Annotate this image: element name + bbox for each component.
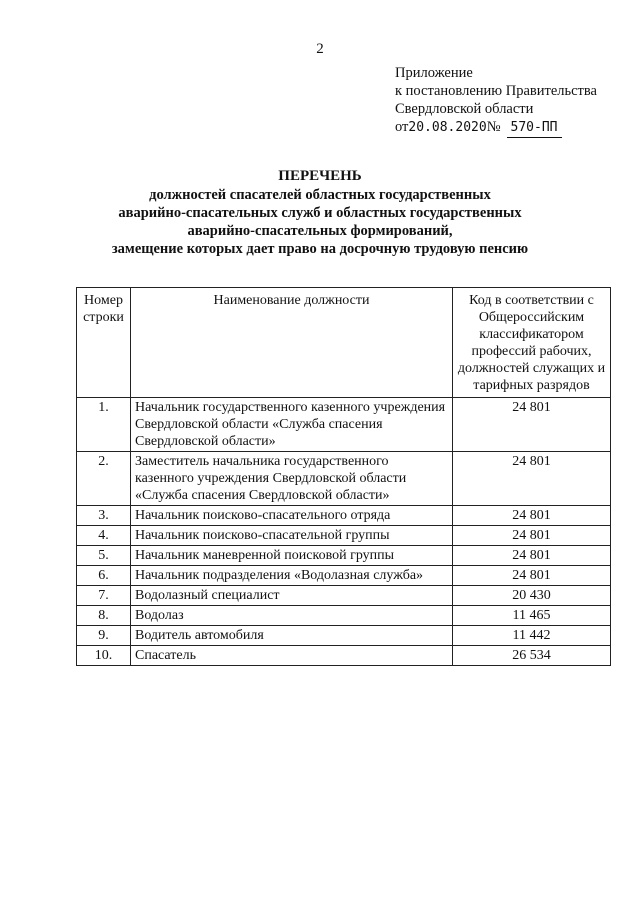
row-code: 24 801 xyxy=(453,452,611,506)
row-number: 8. xyxy=(77,606,131,626)
row-name: Начальник маневренной поисковой группы xyxy=(131,546,453,566)
row-name: Начальник поисково-спасательной группы xyxy=(131,526,453,546)
appendix-line-1: Приложение xyxy=(395,65,473,81)
table-row xyxy=(77,606,611,626)
row-name: Спасатель xyxy=(131,646,453,666)
title-line-2: аварийно-спасательных служб и областных государственных xyxy=(118,205,522,221)
title-line-1: должностей спасателей областных государственных xyxy=(149,187,491,203)
row-name: Водитель автомобиля xyxy=(131,626,453,646)
number-prefix: № xyxy=(486,119,501,135)
row-number: 10. xyxy=(77,646,131,666)
row-number: 6. xyxy=(77,566,131,586)
header-code: Код в соответствии с Общероссийским классификатором профессий рабочих, должностей служащих и тарифных разрядов xyxy=(453,288,611,398)
table-row xyxy=(77,452,611,506)
appendix-date-line xyxy=(395,118,635,138)
row-number: 3. xyxy=(77,506,131,526)
row-number: 5. xyxy=(77,546,131,566)
row-code: 24 801 xyxy=(453,566,611,586)
table-row xyxy=(77,566,611,586)
row-code: 11 465 xyxy=(453,606,611,626)
row-code: 20 430 xyxy=(453,586,611,606)
positions-table xyxy=(76,287,611,666)
document-title xyxy=(0,167,640,258)
table-row xyxy=(77,626,611,646)
table-row xyxy=(77,526,611,546)
page-number: 2 xyxy=(316,41,324,57)
table-row xyxy=(77,506,611,526)
table-row xyxy=(77,398,611,452)
row-code: 24 801 xyxy=(453,506,611,526)
row-name: Водолаз xyxy=(131,606,453,626)
row-number: 4. xyxy=(77,526,131,546)
row-number: 2. xyxy=(77,452,131,506)
row-name: Начальник подразделения «Водолазная служба» xyxy=(131,566,453,586)
row-number: 7. xyxy=(77,586,131,606)
row-code: 24 801 xyxy=(453,526,611,546)
row-number: 9. xyxy=(77,626,131,646)
table-row xyxy=(77,586,611,606)
row-code: 24 801 xyxy=(453,398,611,452)
header-name: Наименование должности xyxy=(131,288,453,398)
table-row xyxy=(77,646,611,666)
row-name: Начальник государственного казенного учреждения Свердловской области «Служба спасения Свердловской области» xyxy=(131,398,453,452)
title-line-3: аварийно-спасательных формирований, xyxy=(187,223,453,239)
row-number: 1. xyxy=(77,398,131,452)
table-row xyxy=(77,546,611,566)
table-header-row xyxy=(77,288,611,398)
header-number: Номер строки xyxy=(77,288,131,398)
appendix-line-2: к постановлению Правительства xyxy=(395,83,597,99)
row-code: 26 534 xyxy=(453,646,611,666)
date-value: 20.08.2020 xyxy=(408,120,487,135)
row-name: Водолазный специалист xyxy=(131,586,453,606)
row-code: 24 801 xyxy=(453,546,611,566)
row-name: Заместитель начальника государственного казенного учреждения Свердловской области «Служба спасения Свердловской области» xyxy=(131,452,453,506)
date-prefix: от xyxy=(395,119,409,135)
appendix-line-3: Свердловской области xyxy=(395,101,534,117)
title-heading: ПЕРЕЧЕНЬ xyxy=(278,168,362,184)
title-line-4: замещение которых дает право на досрочную трудовую пенсию xyxy=(111,241,529,257)
number-value: 570-ПП xyxy=(507,119,562,138)
row-name: Начальник поисково-спасательного отряда xyxy=(131,506,453,526)
appendix-block xyxy=(395,64,635,138)
row-code: 11 442 xyxy=(453,626,611,646)
